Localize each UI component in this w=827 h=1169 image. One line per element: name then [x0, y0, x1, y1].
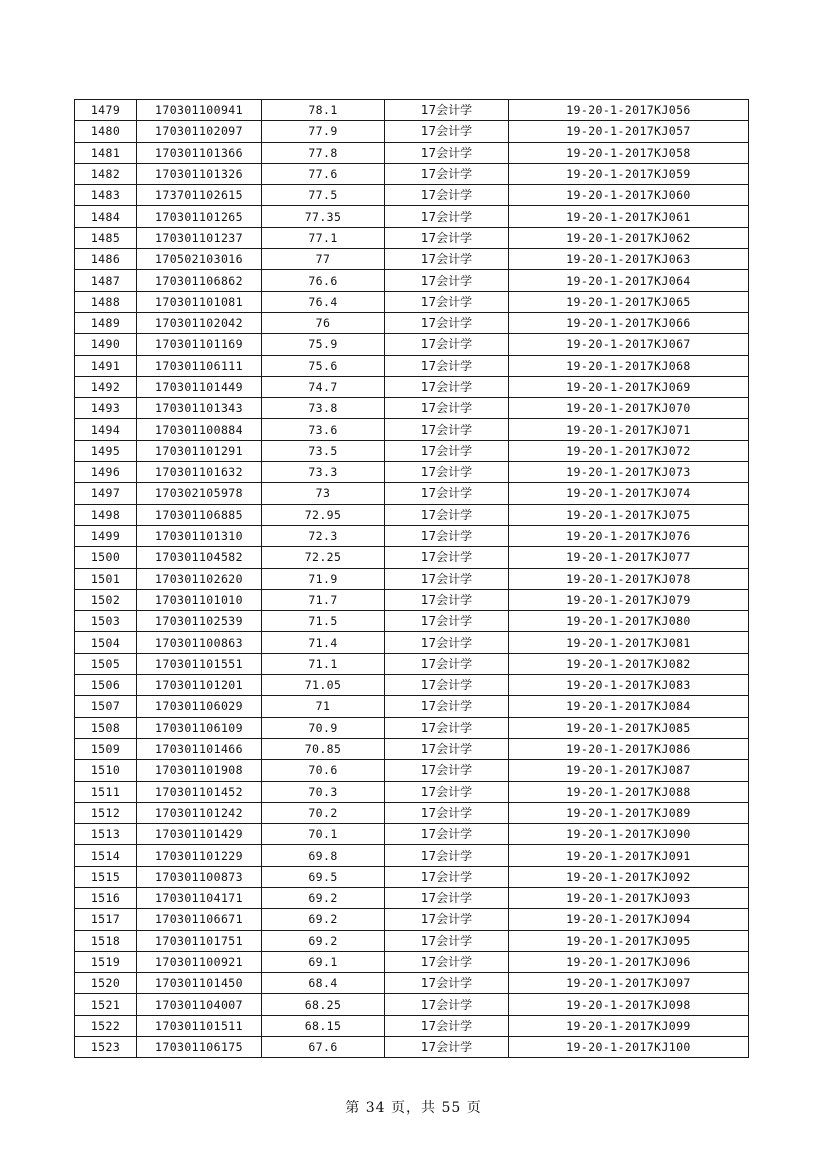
major-cell: 17会计学	[385, 568, 509, 589]
row-number-cell: 1512	[75, 802, 137, 823]
student-id-cell: 170301101429	[137, 824, 262, 845]
student-id-cell: 170301101450	[137, 973, 262, 994]
class-code-cell: 19-20-1-2017KJ065	[509, 291, 749, 312]
score-cell: 69.2	[262, 909, 385, 930]
table-row	[75, 589, 749, 610]
major-cell: 17会计学	[385, 312, 509, 333]
student-id-cell: 170301100921	[137, 951, 262, 972]
class-code-cell: 19-20-1-2017KJ072	[509, 440, 749, 461]
class-code-cell: 19-20-1-2017KJ071	[509, 419, 749, 440]
row-number-cell: 1508	[75, 717, 137, 738]
major-cell: 17会计学	[385, 845, 509, 866]
score-cell: 71.4	[262, 632, 385, 653]
row-number-cell: 1521	[75, 994, 137, 1015]
table-row	[75, 398, 749, 419]
student-id-cell: 170301106885	[137, 504, 262, 525]
score-cell: 75.9	[262, 334, 385, 355]
score-cell: 71	[262, 696, 385, 717]
table-row	[75, 249, 749, 270]
score-cell: 74.7	[262, 376, 385, 397]
class-code-cell: 19-20-1-2017KJ096	[509, 951, 749, 972]
major-cell: 17会计学	[385, 760, 509, 781]
major-cell: 17会计学	[385, 1015, 509, 1036]
score-cell: 70.6	[262, 760, 385, 781]
score-cell: 73.8	[262, 398, 385, 419]
table-row	[75, 419, 749, 440]
table-row	[75, 227, 749, 248]
class-code-cell: 19-20-1-2017KJ064	[509, 270, 749, 291]
row-number-cell: 1497	[75, 483, 137, 504]
class-code-cell: 19-20-1-2017KJ066	[509, 312, 749, 333]
student-id-cell: 170301101343	[137, 398, 262, 419]
table-row	[75, 1037, 749, 1058]
row-number-cell: 1510	[75, 760, 137, 781]
class-code-cell: 19-20-1-2017KJ070	[509, 398, 749, 419]
table-row	[75, 206, 749, 227]
student-id-cell: 170301101237	[137, 227, 262, 248]
major-cell: 17会计学	[385, 632, 509, 653]
class-code-cell: 19-20-1-2017KJ056	[509, 100, 749, 121]
student-id-cell: 170301101551	[137, 653, 262, 674]
score-cell: 77	[262, 249, 385, 270]
student-id-cell: 170301102097	[137, 121, 262, 142]
class-code-cell: 19-20-1-2017KJ074	[509, 483, 749, 504]
row-number-cell: 1523	[75, 1037, 137, 1058]
major-cell: 17会计学	[385, 462, 509, 483]
score-cell: 71.1	[262, 653, 385, 674]
score-cell: 71.9	[262, 568, 385, 589]
row-number-cell: 1518	[75, 930, 137, 951]
class-code-cell: 19-20-1-2017KJ091	[509, 845, 749, 866]
student-id-cell: 170301101201	[137, 675, 262, 696]
score-cell: 70.2	[262, 802, 385, 823]
table-row	[75, 611, 749, 632]
score-cell: 71.5	[262, 611, 385, 632]
major-cell: 17会计学	[385, 738, 509, 759]
class-code-cell: 19-20-1-2017KJ089	[509, 802, 749, 823]
class-code-cell: 19-20-1-2017KJ093	[509, 887, 749, 908]
major-cell: 17会计学	[385, 142, 509, 163]
class-code-cell: 19-20-1-2017KJ085	[509, 717, 749, 738]
class-code-cell: 19-20-1-2017KJ069	[509, 376, 749, 397]
class-code-cell: 19-20-1-2017KJ082	[509, 653, 749, 674]
student-id-cell: 170301101242	[137, 802, 262, 823]
table-row	[75, 270, 749, 291]
class-code-cell: 19-20-1-2017KJ076	[509, 525, 749, 546]
student-id-cell: 170301101632	[137, 462, 262, 483]
row-number-cell: 1484	[75, 206, 137, 227]
class-code-cell: 19-20-1-2017KJ079	[509, 589, 749, 610]
score-cell: 68.25	[262, 994, 385, 1015]
row-number-cell: 1517	[75, 909, 137, 930]
row-number-cell: 1481	[75, 142, 137, 163]
score-cell: 68.4	[262, 973, 385, 994]
row-number-cell: 1507	[75, 696, 137, 717]
class-code-cell: 19-20-1-2017KJ073	[509, 462, 749, 483]
table-row	[75, 675, 749, 696]
row-number-cell: 1494	[75, 419, 137, 440]
class-code-cell: 19-20-1-2017KJ086	[509, 738, 749, 759]
major-cell: 17会计学	[385, 930, 509, 951]
table-row	[75, 525, 749, 546]
score-cell: 69.5	[262, 866, 385, 887]
major-cell: 17会计学	[385, 589, 509, 610]
score-cell: 69.8	[262, 845, 385, 866]
major-cell: 17会计学	[385, 504, 509, 525]
row-number-cell: 1520	[75, 973, 137, 994]
score-cell: 69.1	[262, 951, 385, 972]
student-id-cell: 170301106111	[137, 355, 262, 376]
class-code-cell: 19-20-1-2017KJ077	[509, 547, 749, 568]
major-cell: 17会计学	[385, 717, 509, 738]
table-row	[75, 738, 749, 759]
student-id-cell: 170301101291	[137, 440, 262, 461]
major-cell: 17会计学	[385, 653, 509, 674]
major-cell: 17会计学	[385, 249, 509, 270]
score-cell: 73.5	[262, 440, 385, 461]
major-cell: 17会计学	[385, 611, 509, 632]
table-row	[75, 717, 749, 738]
table-row	[75, 653, 749, 674]
major-cell: 17会计学	[385, 824, 509, 845]
student-id-cell: 170301101751	[137, 930, 262, 951]
class-code-cell: 19-20-1-2017KJ078	[509, 568, 749, 589]
table-row	[75, 312, 749, 333]
student-id-cell: 170301106175	[137, 1037, 262, 1058]
score-cell: 67.6	[262, 1037, 385, 1058]
class-code-cell: 19-20-1-2017KJ099	[509, 1015, 749, 1036]
row-number-cell: 1516	[75, 887, 137, 908]
major-cell: 17会计学	[385, 163, 509, 184]
score-cell: 77.5	[262, 185, 385, 206]
table-row	[75, 845, 749, 866]
student-id-cell: 170502103016	[137, 249, 262, 270]
score-cell: 76	[262, 312, 385, 333]
major-cell: 17会计学	[385, 398, 509, 419]
major-cell: 17会计学	[385, 270, 509, 291]
table-row	[75, 163, 749, 184]
major-cell: 17会计学	[385, 696, 509, 717]
major-cell: 17会计学	[385, 675, 509, 696]
table-row	[75, 887, 749, 908]
score-cell: 72.95	[262, 504, 385, 525]
row-number-cell: 1491	[75, 355, 137, 376]
score-cell: 76.4	[262, 291, 385, 312]
score-cell: 77.6	[262, 163, 385, 184]
score-cell: 69.2	[262, 887, 385, 908]
score-cell: 70.85	[262, 738, 385, 759]
class-code-cell: 19-20-1-2017KJ100	[509, 1037, 749, 1058]
student-id-cell: 170301101466	[137, 738, 262, 759]
major-cell: 17会计学	[385, 951, 509, 972]
table-row	[75, 632, 749, 653]
table-row	[75, 866, 749, 887]
row-number-cell: 1499	[75, 525, 137, 546]
score-cell: 70.9	[262, 717, 385, 738]
table-row	[75, 376, 749, 397]
class-code-cell: 19-20-1-2017KJ057	[509, 121, 749, 142]
table-row	[75, 930, 749, 951]
student-id-cell: 170301101265	[137, 206, 262, 227]
major-cell: 17会计学	[385, 973, 509, 994]
table-row	[75, 355, 749, 376]
major-cell: 17会计学	[385, 206, 509, 227]
table-row	[75, 547, 749, 568]
row-number-cell: 1487	[75, 270, 137, 291]
student-id-cell: 170301101010	[137, 589, 262, 610]
score-cell: 77.1	[262, 227, 385, 248]
student-id-cell: 170301101169	[137, 334, 262, 355]
score-cell: 77.35	[262, 206, 385, 227]
row-number-cell: 1496	[75, 462, 137, 483]
table-row	[75, 291, 749, 312]
row-number-cell: 1485	[75, 227, 137, 248]
class-code-cell: 19-20-1-2017KJ062	[509, 227, 749, 248]
major-cell: 17会计学	[385, 781, 509, 802]
score-cell: 77.8	[262, 142, 385, 163]
class-code-cell: 19-20-1-2017KJ068	[509, 355, 749, 376]
student-id-cell: 170301104582	[137, 547, 262, 568]
score-cell: 68.15	[262, 1015, 385, 1036]
table-row	[75, 185, 749, 206]
table-row	[75, 504, 749, 525]
class-code-cell: 19-20-1-2017KJ098	[509, 994, 749, 1015]
table-row	[75, 760, 749, 781]
student-id-cell: 170301100863	[137, 632, 262, 653]
table-row	[75, 802, 749, 823]
row-number-cell: 1498	[75, 504, 137, 525]
student-id-cell: 170301106862	[137, 270, 262, 291]
major-cell: 17会计学	[385, 355, 509, 376]
major-cell: 17会计学	[385, 121, 509, 142]
row-number-cell: 1501	[75, 568, 137, 589]
results-table	[74, 99, 749, 1058]
class-code-cell: 19-20-1-2017KJ084	[509, 696, 749, 717]
major-cell: 17会计学	[385, 440, 509, 461]
class-code-cell: 19-20-1-2017KJ061	[509, 206, 749, 227]
row-number-cell: 1500	[75, 547, 137, 568]
row-number-cell: 1519	[75, 951, 137, 972]
row-number-cell: 1482	[75, 163, 137, 184]
class-code-cell: 19-20-1-2017KJ081	[509, 632, 749, 653]
student-id-cell: 170301101511	[137, 1015, 262, 1036]
major-cell: 17会计学	[385, 1037, 509, 1058]
row-number-cell: 1509	[75, 738, 137, 759]
class-code-cell: 19-20-1-2017KJ063	[509, 249, 749, 270]
major-cell: 17会计学	[385, 227, 509, 248]
score-cell: 73.6	[262, 419, 385, 440]
major-cell: 17会计学	[385, 376, 509, 397]
student-id-cell: 170301106109	[137, 717, 262, 738]
table-row	[75, 973, 749, 994]
row-number-cell: 1505	[75, 653, 137, 674]
score-cell: 73	[262, 483, 385, 504]
student-id-cell: 170301106671	[137, 909, 262, 930]
student-id-cell: 173701102615	[137, 185, 262, 206]
class-code-cell: 19-20-1-2017KJ095	[509, 930, 749, 951]
score-cell: 71.7	[262, 589, 385, 610]
student-id-cell: 170301102539	[137, 611, 262, 632]
class-code-cell: 19-20-1-2017KJ060	[509, 185, 749, 206]
row-number-cell: 1495	[75, 440, 137, 461]
table-row	[75, 462, 749, 483]
score-cell: 72.25	[262, 547, 385, 568]
student-id-cell: 170301106029	[137, 696, 262, 717]
table-row	[75, 142, 749, 163]
major-cell: 17会计学	[385, 994, 509, 1015]
row-number-cell: 1486	[75, 249, 137, 270]
table-row	[75, 121, 749, 142]
student-id-cell: 170301101452	[137, 781, 262, 802]
student-id-cell: 170301104007	[137, 994, 262, 1015]
page-footer: 第 34 页，共 55 页	[345, 1100, 482, 1116]
table-row	[75, 334, 749, 355]
score-cell: 70.3	[262, 781, 385, 802]
table-row	[75, 781, 749, 802]
student-id-cell: 170301101366	[137, 142, 262, 163]
student-id-cell: 170301101310	[137, 525, 262, 546]
table-row	[75, 824, 749, 845]
student-id-cell: 170301101449	[137, 376, 262, 397]
score-cell: 76.6	[262, 270, 385, 291]
row-number-cell: 1504	[75, 632, 137, 653]
row-number-cell: 1488	[75, 291, 137, 312]
student-id-cell: 170301104171	[137, 887, 262, 908]
table-body	[75, 100, 749, 1058]
table-row	[75, 696, 749, 717]
row-number-cell: 1522	[75, 1015, 137, 1036]
score-cell: 78.1	[262, 100, 385, 121]
class-code-cell: 19-20-1-2017KJ080	[509, 611, 749, 632]
class-code-cell: 19-20-1-2017KJ058	[509, 142, 749, 163]
class-code-cell: 19-20-1-2017KJ083	[509, 675, 749, 696]
class-code-cell: 19-20-1-2017KJ097	[509, 973, 749, 994]
major-cell: 17会计学	[385, 547, 509, 568]
student-id-cell: 170301102620	[137, 568, 262, 589]
class-code-cell: 19-20-1-2017KJ094	[509, 909, 749, 930]
student-id-cell: 170301101081	[137, 291, 262, 312]
class-code-cell: 19-20-1-2017KJ090	[509, 824, 749, 845]
student-id-cell: 170301101229	[137, 845, 262, 866]
row-number-cell: 1503	[75, 611, 137, 632]
score-cell: 69.2	[262, 930, 385, 951]
major-cell: 17会计学	[385, 802, 509, 823]
table-row	[75, 100, 749, 121]
class-code-cell: 19-20-1-2017KJ067	[509, 334, 749, 355]
student-id-cell: 170301101326	[137, 163, 262, 184]
student-id-cell: 170301100941	[137, 100, 262, 121]
row-number-cell: 1492	[75, 376, 137, 397]
score-cell: 72.3	[262, 525, 385, 546]
table-row	[75, 994, 749, 1015]
row-number-cell: 1489	[75, 312, 137, 333]
major-cell: 17会计学	[385, 419, 509, 440]
row-number-cell: 1493	[75, 398, 137, 419]
class-code-cell: 19-20-1-2017KJ092	[509, 866, 749, 887]
class-code-cell: 19-20-1-2017KJ088	[509, 781, 749, 802]
table-row	[75, 568, 749, 589]
table-row	[75, 440, 749, 461]
row-number-cell: 1515	[75, 866, 137, 887]
major-cell: 17会计学	[385, 291, 509, 312]
major-cell: 17会计学	[385, 334, 509, 355]
row-number-cell: 1506	[75, 675, 137, 696]
major-cell: 17会计学	[385, 483, 509, 504]
table-row	[75, 951, 749, 972]
major-cell: 17会计学	[385, 185, 509, 206]
table-row	[75, 483, 749, 504]
major-cell: 17会计学	[385, 100, 509, 121]
class-code-cell: 19-20-1-2017KJ087	[509, 760, 749, 781]
student-id-cell: 170301102042	[137, 312, 262, 333]
class-code-cell: 19-20-1-2017KJ059	[509, 163, 749, 184]
major-cell: 17会计学	[385, 525, 509, 546]
score-cell: 70.1	[262, 824, 385, 845]
row-number-cell: 1502	[75, 589, 137, 610]
class-code-cell: 19-20-1-2017KJ075	[509, 504, 749, 525]
student-id-cell: 170301100884	[137, 419, 262, 440]
row-number-cell: 1511	[75, 781, 137, 802]
score-cell: 77.9	[262, 121, 385, 142]
student-id-cell: 170302105978	[137, 483, 262, 504]
row-number-cell: 1483	[75, 185, 137, 206]
score-cell: 71.05	[262, 675, 385, 696]
student-id-cell: 170301101908	[137, 760, 262, 781]
score-cell: 73.3	[262, 462, 385, 483]
table-row	[75, 909, 749, 930]
major-cell: 17会计学	[385, 866, 509, 887]
row-number-cell: 1514	[75, 845, 137, 866]
row-number-cell: 1490	[75, 334, 137, 355]
row-number-cell: 1480	[75, 121, 137, 142]
row-number-cell: 1513	[75, 824, 137, 845]
row-number-cell: 1479	[75, 100, 137, 121]
student-id-cell: 170301100873	[137, 866, 262, 887]
major-cell: 17会计学	[385, 909, 509, 930]
score-cell: 75.6	[262, 355, 385, 376]
table-row	[75, 1015, 749, 1036]
major-cell: 17会计学	[385, 887, 509, 908]
